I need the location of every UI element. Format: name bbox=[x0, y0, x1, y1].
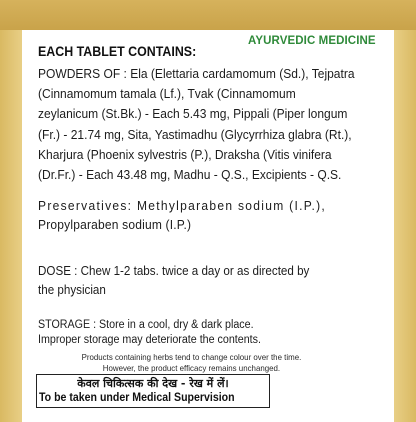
note-line: Products containing herbs tend to change colour over the time. bbox=[81, 352, 302, 362]
ingredient-line: (Fr.) - 21.74 mg, Sita, Yastimadhu (Glycyrrhiza glabra (Rt.), bbox=[38, 126, 352, 142]
ingredient-line: (Dr.Fr.) - Each 43.48 mg, Madhu - Q.S., Excipients - Q.S. bbox=[38, 167, 342, 183]
left-gold-band bbox=[0, 30, 22, 422]
storage-line: Improper storage may deteriorate the contents. bbox=[38, 334, 261, 346]
top-gold-band bbox=[0, 0, 416, 30]
preservatives-line: Propylparaben sodium (I.P.) bbox=[38, 217, 192, 232]
dose-line: the physician bbox=[38, 283, 106, 297]
storage-text bbox=[38, 318, 373, 348]
composition-heading: EACH TABLET CONTAINS: bbox=[38, 44, 197, 59]
supervision-english: To be taken under Medical Supervision bbox=[39, 392, 235, 404]
ayurvedic-medicine-label: AYURVEDIC MEDICINE bbox=[248, 35, 376, 47]
medical-supervision-box bbox=[36, 374, 270, 408]
storage-line: STORAGE : Store in a cool, dry & dark place. bbox=[38, 319, 254, 331]
ingredient-line: POWDERS OF : Ela (Elettaria cardamomum (Sd.), Tejpatra bbox=[38, 66, 355, 81]
dose-line: DOSE : Chew 1-2 tabs. twice a day or as directed by bbox=[38, 264, 310, 278]
right-gold-band bbox=[394, 30, 416, 422]
ingredients-text bbox=[38, 64, 386, 185]
supervision-hindi: केवल चिकित्सक की देख - रेख में लें। bbox=[77, 377, 229, 390]
ingredient-line: (Cinnamomum tamala (Lf.), Tvak (Cinnamomum bbox=[38, 86, 296, 102]
ingredient-line: zeylanicum (St.Bk.) - Each 5.43 mg, Pippali (Piper longum bbox=[38, 106, 348, 122]
ingredient-line: Kharjura (Phoenix sylvestris (P.), Draksha (Vitis vinifera bbox=[38, 146, 332, 162]
note-line: However, the product efficacy remains unchanged. bbox=[102, 363, 281, 373]
dose-text bbox=[38, 262, 373, 300]
preservatives-line: Preservatives: Methylparaben sodium (I.P.), bbox=[38, 198, 327, 213]
herb-colour-note bbox=[38, 352, 345, 374]
preservatives-text bbox=[38, 196, 386, 234]
